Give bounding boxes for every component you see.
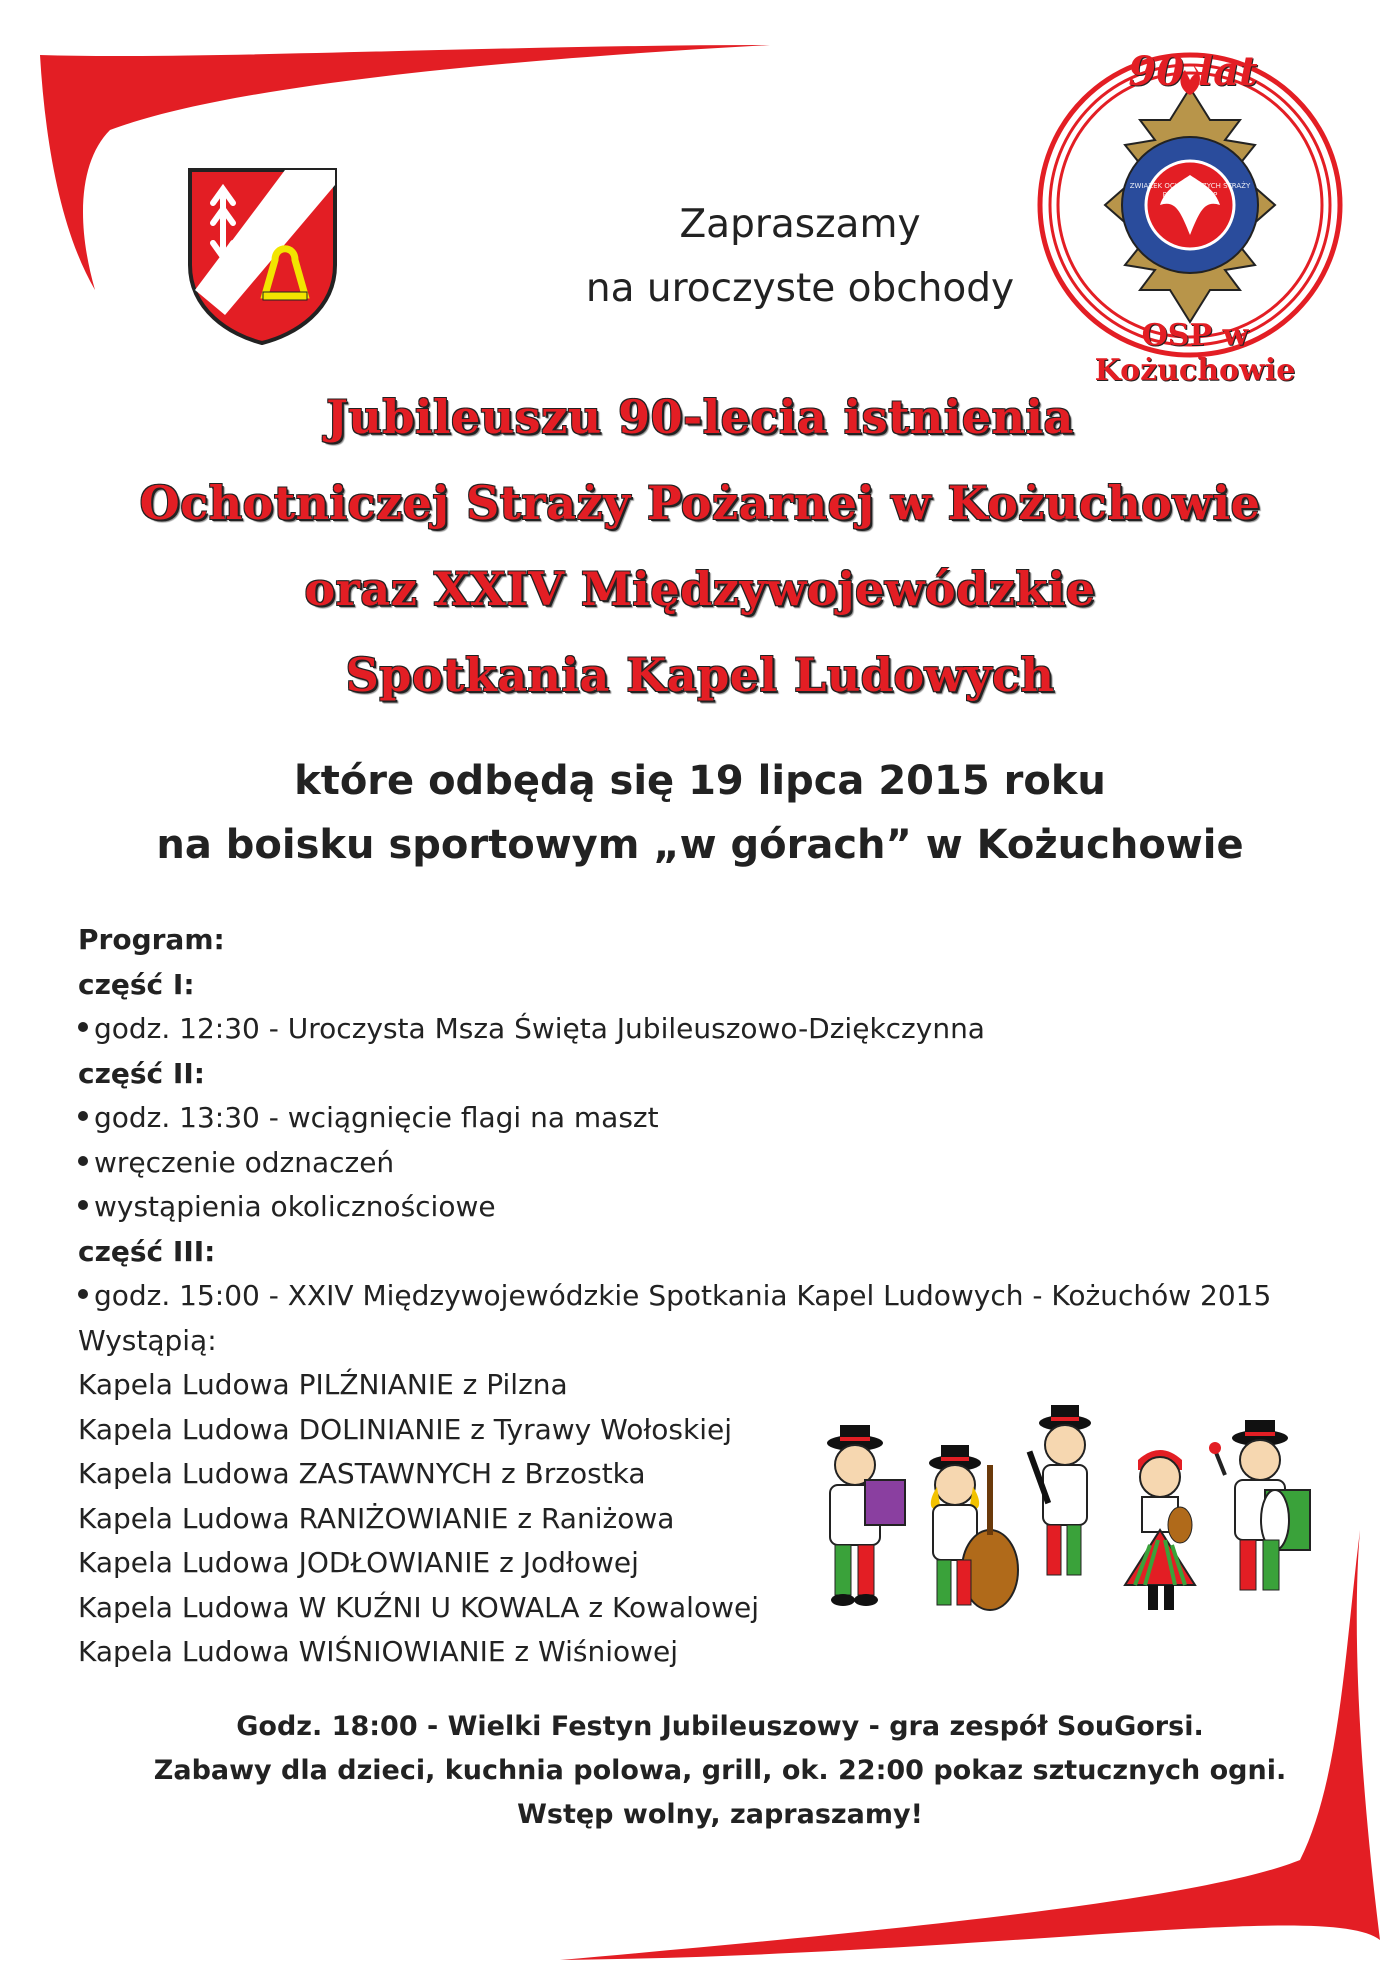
bullet-icon bbox=[78, 1156, 88, 1166]
part-2-title: część II: bbox=[78, 1056, 205, 1090]
logo-bottom-text: OSP w Kożuchowie bbox=[1094, 318, 1296, 388]
event-date: które odbędą się 19 lipca 2015 roku bbox=[294, 758, 1106, 804]
program-heading: Program: bbox=[78, 923, 225, 956]
headline-line-4: Spotkania Kapel Ludowych bbox=[345, 648, 1055, 702]
band-item: Kapela Ludowa RANIŻOWIANIE z Raniżowa bbox=[78, 1501, 675, 1535]
invitation-line-1: Zapraszamy bbox=[679, 202, 921, 247]
footer-line-1: Godz. 18:00 - Wielki Festyn Jubileuszowy - gra zespół SouGorsi. bbox=[236, 1711, 1204, 1742]
list-item: godz. 15:00 - XXIV Międzywojewódzkie Spotkania Kapel Ludowych - Kożuchów 2015 bbox=[78, 1274, 1338, 1319]
logo-ring-text: ZWIĄZEK OCHOTNICZYCH STRAŻY POŻARNYCH RP bbox=[1129, 182, 1251, 199]
band-item: Kapela Ludowa DOLINIANIE z Tyrawy Wołoskiej bbox=[78, 1412, 732, 1446]
coat-of-arms-icon bbox=[185, 165, 340, 345]
band-item: Kapela Ludowa W KUŹNI U KOWALA z Kowalowej bbox=[78, 1590, 759, 1624]
headline-line-2: Ochotniczej Straży Pożarnej w Kożuchowie bbox=[139, 476, 1261, 530]
band-item: Kapela Ludowa ZASTAWNYCH z Brzostka bbox=[78, 1457, 646, 1490]
logo-top-text: 90 lat bbox=[1128, 48, 1258, 95]
band-item: Kapela Ludowa PILŹNIANIE z Pilzna bbox=[78, 1368, 568, 1401]
band-item: Kapela Ludowa JODŁOWIANIE z Jodłowej bbox=[78, 1546, 639, 1579]
footer-line-3: Wstęp wolny, zapraszamy! bbox=[517, 1799, 923, 1830]
folk-band-illustration-icon bbox=[800, 1405, 1320, 1625]
band-item: Kapela Ludowa WIŚNIOWIANIE z Wiśniowej bbox=[78, 1635, 679, 1668]
invitation-line-2: na uroczyste obchody bbox=[585, 266, 1015, 311]
part-1-title: część I: bbox=[78, 967, 195, 1001]
list-item: wręczenie odznaczeń bbox=[78, 1141, 1338, 1186]
bullet-icon bbox=[78, 1022, 88, 1032]
list-item: godz. 12:30 - Uroczysta Msza Święta Jubileuszowo-Dziękczynna bbox=[78, 1007, 1338, 1052]
performers-label: Wystąpią: bbox=[78, 1323, 217, 1357]
bullet-icon bbox=[78, 1111, 88, 1121]
bullet-icon bbox=[78, 1289, 88, 1299]
list-item: wystąpienia okolicznościowe bbox=[78, 1185, 1338, 1230]
headline-line-1: Jubileuszu 90-lecia istnienia bbox=[326, 390, 1074, 444]
event-location: na boisku sportowym „w górach” w Kożuchowie bbox=[156, 822, 1244, 868]
bullet-icon bbox=[78, 1200, 88, 1210]
list-item: godz. 13:30 - wciągnięcie flagi na maszt bbox=[78, 1096, 1338, 1141]
headline-line-3: oraz XXIV Międzywojewódzkie bbox=[304, 562, 1096, 616]
footer-line-2: Zabawy dla dzieci, kuchnia polowa, grill, ok. 22:00 pokaz sztucznych ogni. bbox=[153, 1755, 1287, 1786]
part-3-title: część III: bbox=[78, 1234, 216, 1268]
